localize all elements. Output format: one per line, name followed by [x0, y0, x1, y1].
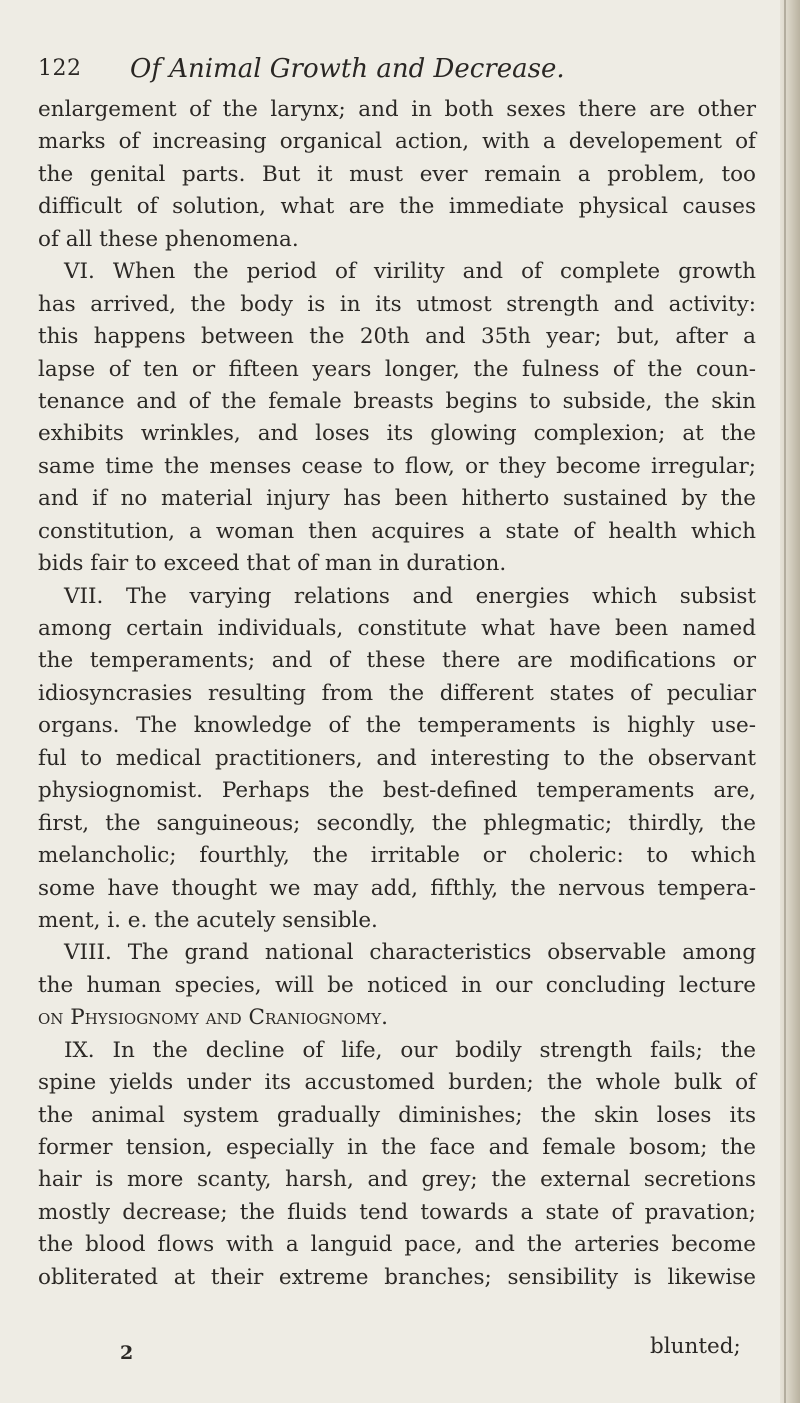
text-line: the temperaments; and of these there are modifications or: [38, 648, 756, 674]
text-line: lapse of ten or fifteen years longer, the fulness of the coun-: [38, 356, 756, 382]
text-line: this happens between the 20th and 35th year; but, after a: [38, 324, 756, 350]
body-text: [38, 94, 756, 1294]
page-footer: [0, 1334, 780, 1374]
text-line: hair is more scanty, harsh, and grey; the external secretions: [38, 1167, 756, 1193]
gutter-line: [784, 0, 786, 1403]
text-line: tenance and of the female breasts begins to subside, the skin: [38, 388, 756, 414]
text-line: first, the sanguineous; secondly, the phlegmatic; thirdly, the: [38, 810, 756, 836]
signature-mark: 2: [120, 1342, 134, 1364]
text-line: and if no material injury has been hitherto sustained by the: [38, 486, 756, 512]
text-line: obliterated at their extreme branches; sensibility is likewise: [38, 1264, 756, 1290]
text-line: physiognomist. Perhaps the best-defined temperaments are,: [38, 778, 756, 804]
text-line: mostly decrease; the fluids tend towards a state of pravation;: [38, 1199, 756, 1225]
text-line: ment, i. e. the acutely sensible.: [38, 907, 378, 933]
catchword: blunted;: [650, 1334, 741, 1359]
page-number: 122: [38, 56, 82, 81]
text-line: the genital parts. But it must ever remain a problem, too: [38, 161, 756, 187]
text-line: ful to medical practitioners, and interesting to the observant: [38, 745, 756, 771]
text-line: former tension, especially in the face and female bosom; the: [38, 1135, 756, 1160]
paragraph-start-ix: IX. In the decline of life, our bodily strength fails; the: [64, 1037, 756, 1063]
text-line: difficult of solution, what are the immediate physical causes: [38, 194, 756, 220]
text-line: of all these phenomena.: [38, 226, 299, 252]
page-gutter-edge: [780, 0, 800, 1403]
text-line: among certain individuals, constitute what have been named: [38, 616, 756, 641]
text-line: exhibits wrinkles, and loses its glowing complexion; at the: [38, 421, 756, 447]
text-line: idiosyncrasies resulting from the different states of peculiar: [38, 680, 756, 706]
text-line: enlargement of the larynx; and in both sexes there are other: [38, 97, 756, 122]
page-header: [0, 48, 780, 92]
text-line: some have thought we may add, fifthly, the nervous tempera-: [38, 875, 756, 901]
paragraph-start-vi: VI. When the period of virility and of complete growth: [64, 259, 756, 285]
text-line: the blood flows with a languid pace, and the arteries become: [38, 1232, 756, 1258]
paragraph-start-vii: VII. The varying relations and energies which subsist: [64, 583, 756, 609]
text-line: on Physiognomy and Craniognomy.: [38, 1005, 388, 1031]
text-line: constitution, a woman then acquires a state of health which: [38, 518, 756, 544]
text-line: the human species, will be noticed in our concluding lecture: [38, 972, 756, 998]
text-line: organs. The knowledge of the temperaments is highly use-: [38, 713, 756, 739]
paragraph-start-viii: VIII. The grand national characteristics observable among: [64, 940, 756, 966]
text-line: melancholic; fourthly, the irritable or choleric: to which: [38, 843, 756, 869]
text-line: bids fair to exceed that of man in duration.: [38, 551, 507, 577]
running-title: Of Animal Growth and Decrease.: [130, 54, 565, 84]
text-line: has arrived, the body is in its utmost strength and activity:: [38, 291, 756, 317]
text-line: marks of increasing organical action, with a developement of: [38, 129, 756, 155]
text-line: spine yields under its accustomed burden; the whole bulk of: [38, 1070, 756, 1096]
text-line: the animal system gradually diminishes; the skin loses its: [38, 1102, 756, 1128]
text-line: same time the menses cease to flow, or they become irregular;: [38, 453, 756, 479]
